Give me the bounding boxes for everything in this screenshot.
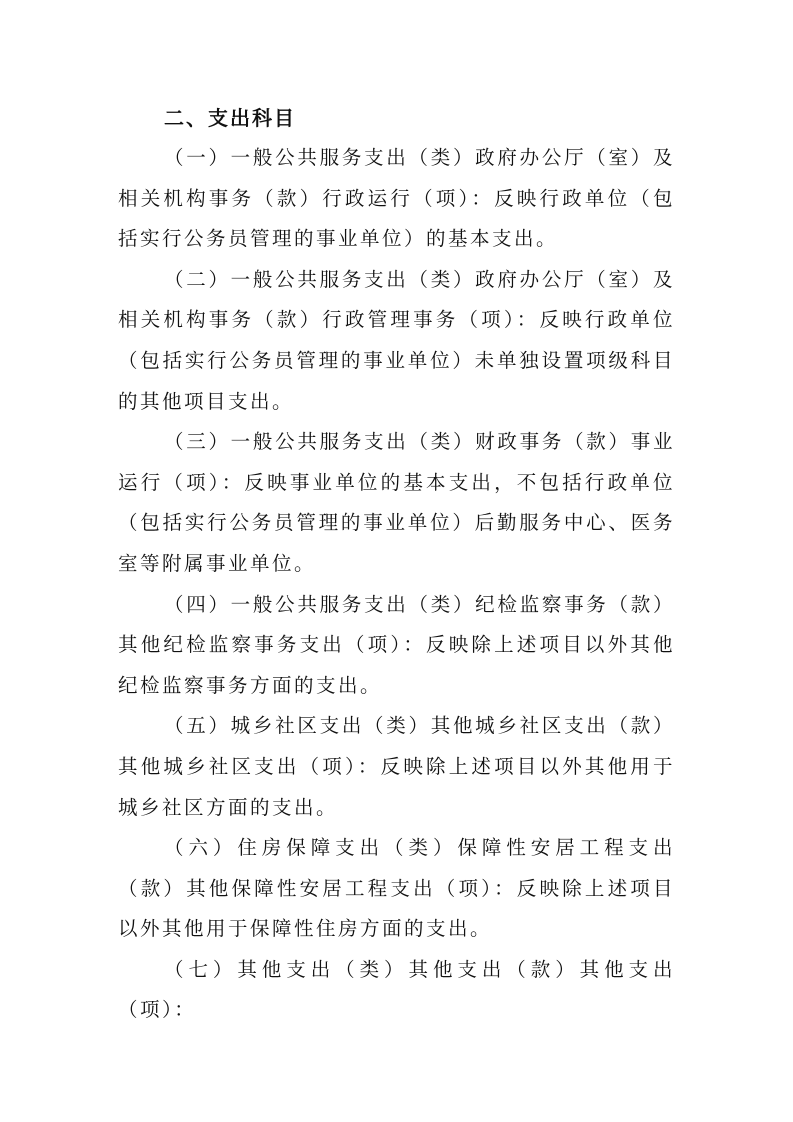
- paragraph-5: （五）城乡社区支出（类）其他城乡社区支出（款）其他城乡社区支出（项）：反映除上述项目以外其他用于城乡社区方面的支出。: [118, 714, 675, 819]
- document-body: [118, 98, 675, 1031]
- paragraph-3: （三）一般公共服务支出（类）财政事务（款）事业运行（项）：反映事业单位的基本支出，不包括行政单位（包括实行公务员管理的事业单位）后勤服务中心、医务室等附属事业单位。: [118, 430, 675, 575]
- paragraph-4: （四）一般公共服务支出（类）纪检监察事务（款）其他纪检监察事务支出（项）：反映除上述项目以外其他纪检监察事务方面的支出。: [118, 592, 675, 697]
- paragraph-1: （一）一般公共服务支出（类）政府办公厅（室）及相关机构事务（款）行政运行（项）：反映行政单位（包括实行公务员管理的事业单位）的基本支出。: [118, 146, 675, 251]
- paragraph-6: （六）住房保障支出（类）保障性安居工程支出（款）其他保障性安居工程支出（项）：反映除上述项目以外其他用于保障性住房方面的支出。: [118, 836, 675, 941]
- paragraph-7: （七）其他支出（类）其他支出（款）其他支出（项）：: [118, 957, 675, 1022]
- paragraph-2: （二）一般公共服务支出（类）政府办公厅（室）及相关机构事务（款）行政管理事务（项）：反映行政单位（包括实行公务员管理的事业单位）未单独设置项级科目的其他项目支出。: [118, 267, 675, 413]
- section-heading: 二、支出科目: [164, 106, 296, 130]
